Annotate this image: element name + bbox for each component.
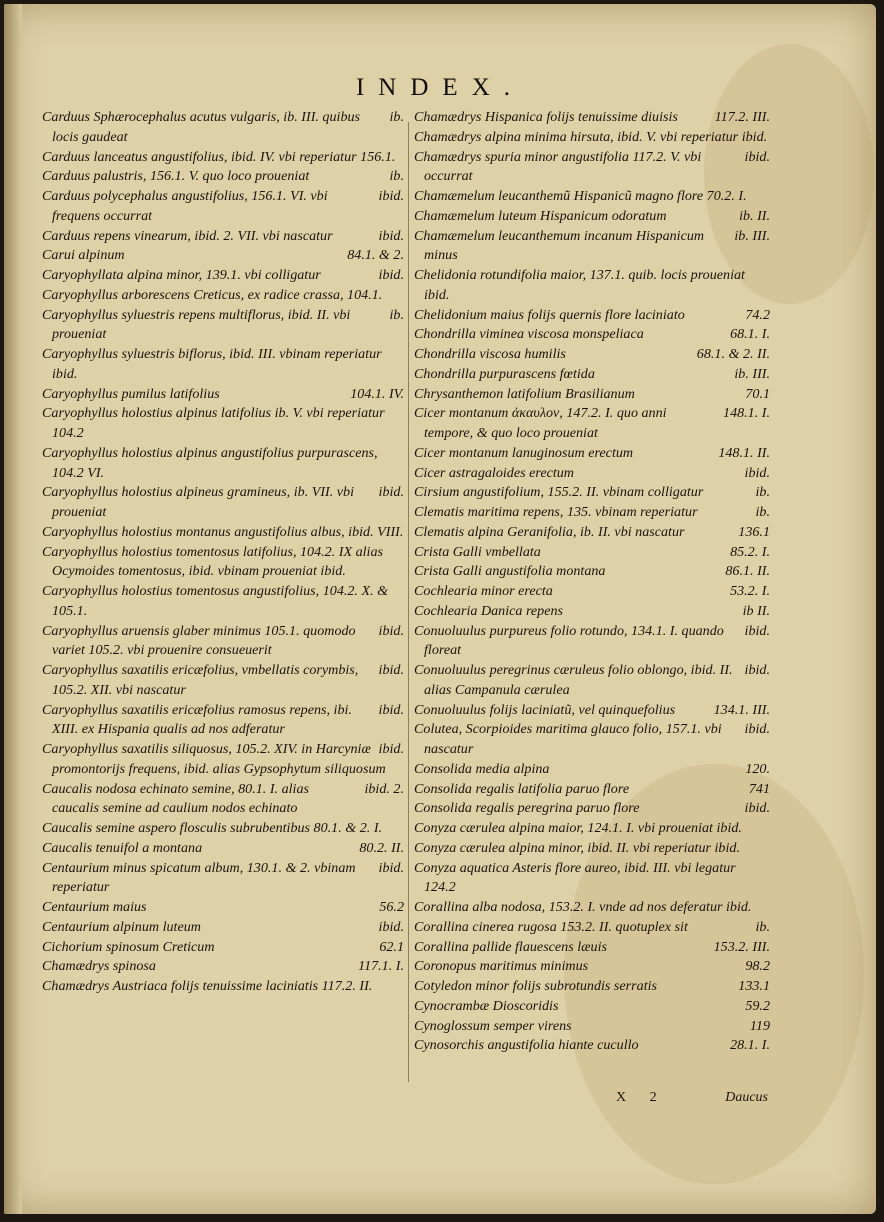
entry-reference: 68.1. & 2. II.	[696, 346, 770, 362]
index-entry	[42, 523, 404, 543]
entry-text: Caryophyllus holostius tomentosus angustifolius, 104.2. X. & 105.1.	[42, 583, 389, 619]
entry-reference: ibid.	[378, 484, 404, 501]
index-entry	[42, 108, 404, 148]
entry-text: Caryophyllus saxatilis ericæfolius ramosus repens, ibi. XIII. ex Hispania qualis ad nos adferatur	[42, 701, 352, 738]
entry-text: Chamædrys Hispanica folijs tenuissime diuisis	[414, 109, 678, 125]
entry-reference: ibid.	[744, 800, 770, 817]
entry-text: Carduus Sphærocephalus acutus vulgaris, ib. III. quibus locis gaudeat	[42, 109, 361, 145]
entry-text: Corallina cinerea rugosa 153.2. II. quotuplex sit	[414, 918, 688, 935]
entry-text: Caryophyllus syluestris repens multiflorus, ibid. II. vbi proueniat	[42, 306, 351, 343]
index-entry	[414, 562, 770, 582]
book-page	[4, 4, 876, 1214]
entry-reference: ibid.	[744, 721, 770, 738]
entry-reference: ib.	[755, 918, 770, 935]
entry-text: Chondrilla viminea viscosa monspeliaca	[414, 326, 644, 343]
index-entry	[42, 898, 404, 918]
entry-text: Conuoluulus peregrinus cæruleus folio oblongo, ibid. II. alias Campanula cærulea	[414, 662, 733, 698]
entry-reference: ibid.	[744, 622, 770, 639]
entry-reference: 134.1. III.	[713, 701, 770, 718]
entry-reference: ib.	[389, 306, 404, 323]
entry-text: Cichorium spinosum Creticum	[42, 938, 215, 955]
entry-reference: 80.2. II.	[359, 839, 404, 856]
entry-reference: 104.1. IV.	[350, 385, 404, 402]
entry-reference: 120.	[745, 760, 770, 777]
index-entry	[42, 622, 404, 662]
entry-reference: ib II.	[742, 602, 770, 619]
index-entry	[42, 148, 404, 168]
entry-text: Caryophyllus holostius alpinus angustifolius purpurascens, 104.2 VI.	[42, 444, 378, 481]
entry-text: Cynoglossum semper virens	[414, 1017, 572, 1034]
entry-text: Cochlearia Danica repens	[414, 602, 564, 619]
entry-text: Cotyledon minor folijs subrotundis serratis	[414, 978, 658, 994]
entry-reference: ib. III.	[734, 365, 770, 382]
entry-reference: ib. III.	[734, 227, 770, 244]
entry-reference: ibid.	[378, 859, 404, 876]
index-entry	[42, 701, 404, 741]
index-entry	[414, 622, 770, 662]
entry-text: Chelidonia rotundifolia maior, 137.1. quib. locis proueniat ibid.	[414, 267, 745, 303]
index-entry	[414, 602, 770, 622]
index-entry	[42, 661, 404, 701]
entry-text: Caryophyllus holostius alpineus gramineus, ib. VII. vbi proueniat	[42, 484, 355, 520]
entry-reference: ib.	[389, 109, 404, 125]
entry-text: Colutea, Scorpioides maritima glauco folio, 157.1. vbi nascatur	[414, 721, 722, 757]
index-entry	[414, 918, 770, 938]
entry-text: Caryophyllus saxatilis ericæfolius, vmbellatis corymbis, 105.2. XII. vbi nascatur	[42, 662, 359, 698]
entry-text: Conyza cærulea alpina maior, 124.1. I. vbi proueniat ibid.	[414, 820, 742, 836]
entry-text: Coronopus maritimus minimus	[414, 958, 589, 975]
entry-text: Carui alpinum	[42, 247, 125, 264]
entry-reference: 74.2	[745, 306, 770, 323]
entry-text: Cochlearia minor erecta	[414, 583, 553, 599]
entry-reference: ibid.	[378, 701, 404, 718]
entry-text: Chondrilla purpurascens fœtida	[414, 365, 595, 382]
entry-reference: 62.1	[379, 938, 404, 955]
index-entry	[42, 167, 404, 187]
entry-text: Conyza cærulea alpina minor, ibid. II. vbi reperiatur ibid.	[414, 839, 740, 856]
index-entry	[414, 1017, 770, 1037]
entry-text: Chamæmelum luteum Hispanicum odoratum	[414, 207, 667, 224]
index-entry	[42, 266, 404, 286]
entry-text: Consolida media alpina	[414, 760, 550, 777]
entry-reference: ib.	[389, 168, 404, 185]
entry-text: Chondrilla viscosa humilis	[414, 346, 566, 362]
entry-reference: ibid.	[378, 188, 404, 204]
page-title: INDEX.	[355, 74, 524, 101]
index-entry	[414, 701, 770, 721]
entry-text: Cicer astragaloides erectum	[414, 464, 574, 481]
index-entry	[414, 1036, 770, 1056]
index-entry	[42, 780, 404, 820]
index-entry	[42, 483, 404, 523]
index-entry	[42, 839, 404, 859]
entry-text: Caucalis semine aspero flosculis subrubentibus 80.1. & 2. I.	[42, 820, 383, 836]
entry-reference: ibid.	[744, 662, 770, 678]
index-entry	[414, 957, 770, 977]
entry-reference: 148.1. I.	[723, 405, 770, 422]
index-entry	[42, 977, 404, 997]
entry-text: Caryophyllus holostius alpinus latifolius ib. V. vbi reperiatur 104.2	[42, 405, 385, 441]
entry-reference: 85.2. I.	[730, 543, 770, 560]
entry-text: Cirsium angustifolium, 155.2. II. vbinam colligatur	[414, 484, 704, 501]
entry-reference: 117.2. III.	[714, 109, 770, 125]
index-entry	[414, 404, 770, 444]
index-entry	[42, 187, 404, 227]
index-entry	[42, 286, 404, 306]
entry-reference: ibid.	[378, 622, 404, 639]
entry-reference: ibid.	[744, 148, 770, 165]
index-entry	[42, 306, 404, 346]
index-entry	[414, 977, 770, 997]
index-entry	[414, 839, 770, 859]
entry-text: Chamædrys alpina minima hirsuta, ibid. V. vbi reperiatur ibid.	[414, 128, 768, 145]
index-entry	[414, 898, 770, 918]
entry-text: Consolida regalis latifolia paruo flore	[414, 780, 630, 797]
entry-reference: ib.	[755, 484, 770, 501]
entry-text: Centaurium maius	[42, 899, 147, 915]
entry-reference: ibid.	[378, 267, 404, 283]
entry-reference: 56.2	[379, 899, 404, 915]
index-entry	[414, 148, 770, 188]
catchword: Daucus	[725, 1090, 768, 1105]
index-entry	[414, 266, 770, 306]
index-entry	[414, 464, 770, 484]
index-entry	[42, 345, 404, 385]
index-entry	[414, 483, 770, 503]
entry-text: Caucalis tenuifol a montana	[42, 839, 203, 856]
entry-reference: ibid.	[378, 662, 404, 678]
entry-text: Clematis maritima repens, 135. vbinam reperiatur	[414, 504, 698, 520]
index-entry	[414, 543, 770, 563]
entry-text: Chamædrys spinosa	[42, 958, 156, 975]
index-entry	[414, 938, 770, 958]
index-entry	[414, 345, 770, 365]
index-entry	[414, 819, 770, 839]
entry-text: Caryophyllus syluestris biflorus, ibid. III. vbinam reperiatur ibid.	[42, 346, 382, 382]
entry-text: Chamædrys spuria minor angustifolia 117.2. V. vbi occurrat	[414, 148, 702, 185]
index-entry	[42, 740, 404, 780]
entry-text: Chamædrys Austriaca folijs tenuissime laciniatis 117.2. II.	[42, 978, 373, 994]
index-entry	[414, 108, 770, 128]
index-entry	[42, 918, 404, 938]
entry-reference: 28.1. I.	[730, 1037, 770, 1054]
entry-text: Corallina pallide flauescens læuis	[414, 938, 608, 955]
entry-text: Centaurium alpinum luteum	[42, 918, 201, 935]
entry-reference: ibid.	[744, 464, 770, 481]
index-entry	[414, 227, 770, 267]
entry-reference: ibid.	[378, 741, 404, 757]
index-entry	[42, 543, 404, 583]
index-entry	[42, 859, 404, 899]
index-entry	[414, 799, 770, 819]
index-entry	[42, 957, 404, 977]
column-divider	[408, 122, 409, 1082]
index-entry	[42, 444, 404, 484]
entry-reference: 136.1	[738, 523, 770, 540]
index-entry	[414, 523, 770, 543]
index-entry	[414, 859, 770, 899]
index-entry	[414, 760, 770, 780]
entry-text: Centaurium minus spicatum album, 130.1. & 2. vbinam reperiatur	[42, 859, 356, 896]
index-entry	[414, 997, 770, 1017]
index-entry	[42, 246, 404, 266]
index-entry	[42, 582, 404, 622]
index-entry	[414, 661, 770, 701]
entry-text: Corallina alba nodosa, 153.2. I. vnde ad nos deferatur ibid.	[414, 899, 752, 915]
entry-text: Conyza aquatica Asteris flore aureo, ibid. III. vbi legatur 124.2	[414, 859, 736, 896]
entry-text: Cynosorchis angustifolia hiante cucullo	[414, 1037, 639, 1054]
entry-reference: 70.1	[745, 385, 770, 402]
entry-text: Caryophyllus aruensis glaber minimus 105.1. quomodo variet 105.2. vbi prouenire consueuerit	[42, 622, 356, 659]
index-entry	[414, 503, 770, 523]
index-entry	[414, 207, 770, 227]
entry-reference: 68.1. I.	[730, 326, 770, 343]
entry-reference: 59.2	[745, 997, 770, 1014]
entry-text: Clematis alpina Geranifolia, ib. II. vbi nascatur	[414, 523, 685, 540]
entry-text: Consolida regalis peregrina paruo flore	[414, 800, 640, 817]
entry-text: Caryophyllus holostius montanus angustifolius albus, ibid. VIII.	[42, 523, 404, 540]
index-entry	[414, 720, 770, 760]
entry-reference: ibid.	[378, 227, 404, 244]
signature-mark: X 2	[616, 1090, 667, 1105]
entry-text: Caryophyllus pumilus latifolius	[42, 385, 220, 402]
index-entry	[414, 780, 770, 800]
index-entry	[414, 365, 770, 385]
entry-reference: 741	[748, 780, 770, 797]
entry-reference: 119	[749, 1017, 770, 1034]
entry-reference: 148.1. II.	[718, 444, 770, 461]
entry-reference: 117.1. I.	[358, 958, 404, 975]
index-entry	[42, 227, 404, 247]
entry-text: Conuoluulus purpureus folio rotundo, 134.1. I. quando floreat	[414, 622, 724, 659]
entry-reference: ib. II.	[739, 207, 770, 224]
index-entry	[414, 444, 770, 464]
index-entry	[42, 938, 404, 958]
entry-text: Carduus palustris, 156.1. V. quo loco proueniat	[42, 168, 310, 185]
entry-text: Caryophyllus saxatilis siliquosus, 105.2. XIV. in Harcyniæ promontorijs frequens, ibid. alias Gypsophytum siliquosum	[42, 741, 386, 777]
entry-text: Crista Galli vmbellata	[414, 543, 541, 560]
entry-text: Cynocrambæ Dioscoridis	[414, 997, 559, 1014]
entry-text: Caryophyllata alpina minor, 139.1. vbi colligatur	[42, 267, 321, 283]
index-entry	[414, 128, 770, 148]
index-entry	[42, 385, 404, 405]
entry-text: Conuoluulus folijs laciniatũ, vel quinquefolius	[414, 701, 676, 718]
index-entry	[414, 325, 770, 345]
left-column	[42, 108, 404, 997]
entry-text: Cicer montanum lanuginosum erectum	[414, 444, 634, 461]
right-column	[414, 108, 770, 1056]
entry-text: Carduus lanceatus angustifolius, ibid. IV. vbi reperiatur 156.1.	[42, 148, 396, 165]
entry-text: Chelidonium maius folijs quernis flore laciniato	[414, 306, 685, 323]
entry-text: Carduus polycephalus angustifolius, 156.1. VI. vbi frequens occurrat	[42, 188, 328, 224]
entry-text: Caryophyllus holostius tomentosus latifolius, 104.2. IX alias Ocymoides tomentosus, ibid. vbinam proueniat ibid.	[42, 543, 384, 580]
entry-text: Crista Galli angustifolia montana	[414, 563, 606, 580]
entry-reference: 53.2. I.	[730, 583, 770, 599]
entry-reference: 98.2	[745, 958, 770, 975]
index-entry	[414, 306, 770, 326]
index-entry	[42, 404, 404, 444]
entry-text: Cicer montanum ἀκαυλον, 147.2. I. quo anni tempore, & quo loco proueniat	[414, 405, 667, 441]
entry-text: Chamæmelum leucanthemũ Hispanicũ magno flore 70.2. I.	[414, 188, 747, 204]
index-entry	[414, 385, 770, 405]
entry-reference: ib.	[755, 504, 770, 520]
entry-text: Caucalis nodosa echinato semine, 80.1. I. alias caucalis semine ad caulium nodos echinato	[42, 780, 309, 817]
entry-text: Chamæmelum leucanthemum incanum Hispanicum minus	[414, 227, 705, 264]
index-entry	[42, 819, 404, 839]
index-entry	[414, 582, 770, 602]
entry-reference: ibid.	[378, 918, 404, 935]
entry-reference: 84.1. & 2.	[347, 247, 404, 264]
entry-text: Caryophyllus arborescens Creticus, ex radice crassa, 104.1.	[42, 286, 383, 303]
entry-text: Chrysanthemon latifolium Brasilianum	[414, 385, 635, 402]
entry-reference: ibid. 2.	[364, 780, 404, 797]
index-entry	[414, 187, 770, 207]
entry-reference: 153.2. III.	[713, 938, 770, 955]
entry-reference: 133.1	[738, 978, 770, 994]
entry-text: Carduus repens vinearum, ibid. 2. VII. vbi nascatur	[42, 227, 333, 244]
entry-reference: 86.1. II.	[725, 563, 770, 580]
